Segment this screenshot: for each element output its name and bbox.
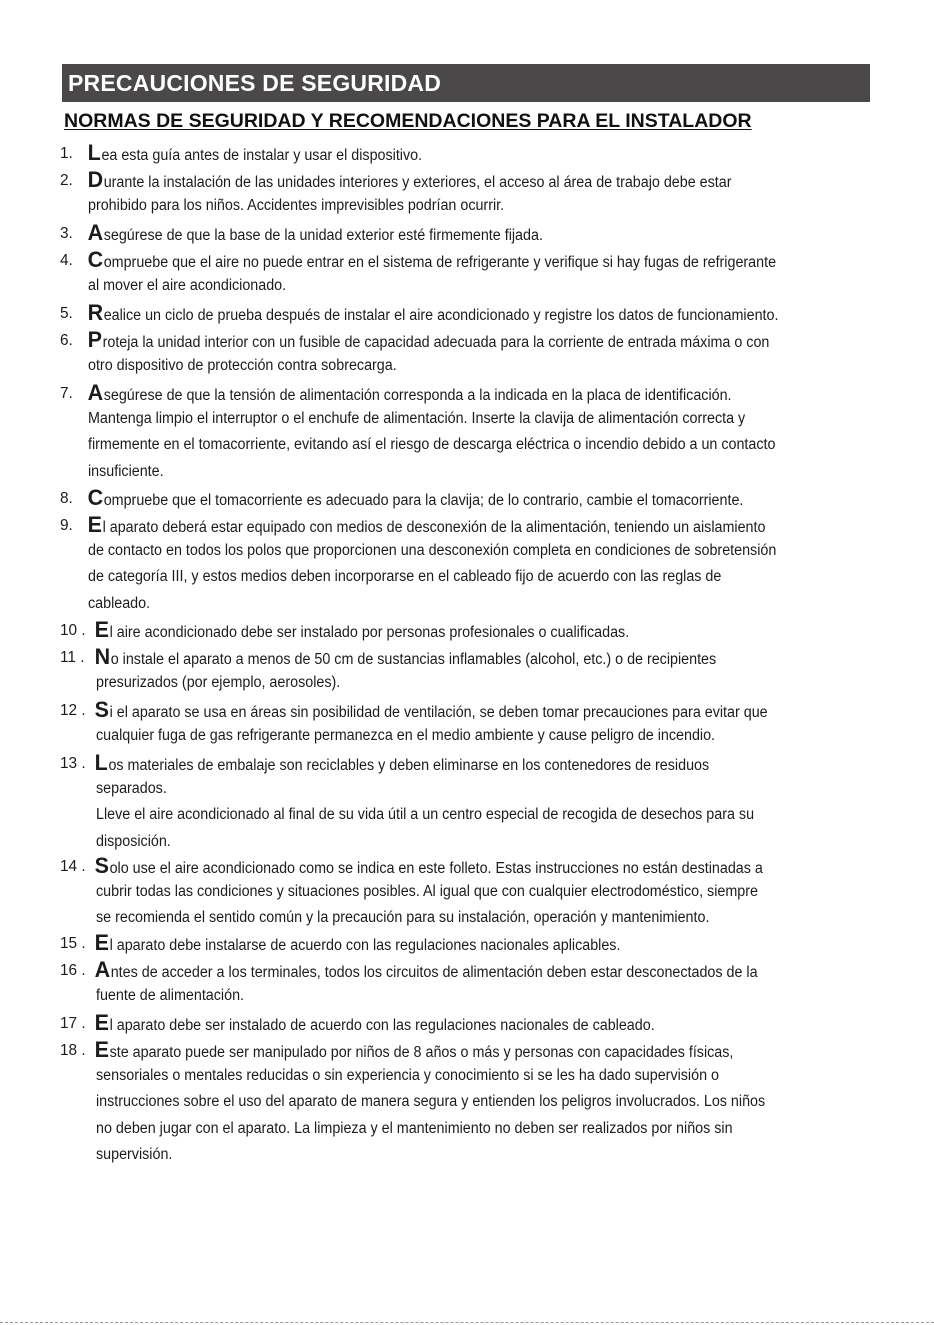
list-item-continuation-line: de contacto en todos los polos que proporcionen una desconexión completa en condiciones de sobretensión <box>88 542 777 560</box>
list-item-text: ompruebe que el aire no puede entrar en el sistema de refrigerante y verifique si hay fugas de refrigerante <box>103 254 777 271</box>
list-item-text: ste aparato puede ser manipulado por niños de 8 años o más y personas con capacidades físicas, <box>109 1044 734 1061</box>
drop-cap-letter: S <box>94 697 110 722</box>
list-item-number: 8. <box>60 490 73 507</box>
list-item-number: 14 . <box>60 858 86 875</box>
list-item-number: 16 . <box>60 962 86 979</box>
list-item-first-line <box>94 957 758 983</box>
list-item-text: ompruebe que el tomacorriente es adecuado para la clavija; de lo contrario, cambie el tomacorriente. <box>103 492 744 509</box>
list-item-first-line <box>94 853 763 879</box>
drop-cap-letter: E <box>87 512 103 537</box>
list-item-continuation-line: insuficiente. <box>88 462 164 480</box>
drop-cap-letter: D <box>87 167 104 192</box>
list-item-text: urante la instalación de las unidades interiores y exteriores, el acceso al área de trabajo debe estar <box>103 174 732 191</box>
drop-cap-letter: C <box>87 247 104 272</box>
list-item-continuation-line: presurizados (por ejemplo, aerosoles). <box>96 674 341 692</box>
list-item-continuation-line: instrucciones sobre el uso del aparato de manera segura y entienden los peligros involucrados. Los niños <box>96 1093 766 1111</box>
list-item-continuation-line: de categoría III, y estos medios deben incorporarse en el cableado fijo de acuerdo con las reglas de <box>88 568 722 586</box>
list-item-first-line <box>94 644 717 670</box>
list-item-number: 2. <box>60 172 73 189</box>
drop-cap-letter: R <box>87 300 104 325</box>
list-item-first-line <box>94 1037 734 1063</box>
list-item-text: ea esta guía antes de instalar y usar el dispositivo. <box>101 147 423 164</box>
list-item-first-line <box>94 930 621 956</box>
list-item-first-line <box>87 300 779 326</box>
list-item-number: 17 . <box>60 1015 86 1032</box>
section-title: PRECAUCIONES DE SEGURIDAD <box>68 69 442 96</box>
list-item-continuation-line: Lleve el aire acondicionado al final de su vida útil a un centro especial de recogida de desechos para su <box>96 806 755 824</box>
list-item-first-line <box>94 697 768 723</box>
page-bottom-rule <box>0 1322 934 1323</box>
list-item-first-line <box>94 750 710 776</box>
list-item-continuation-line: cableado. <box>88 594 151 612</box>
list-item-number: 15 . <box>60 935 86 952</box>
list-item-continuation-line: Mantenga limpio el interruptor o el enchufe de alimentación. Inserte la clavija de alimentación correcta y <box>88 410 746 428</box>
list-item-first-line <box>87 167 732 193</box>
list-item-first-line <box>87 247 777 273</box>
drop-cap-letter: S <box>94 853 110 878</box>
list-item-text: l aire acondicionado debe ser instalado por personas profesionales o cualificadas. <box>109 624 630 641</box>
drop-cap-letter: E <box>94 1010 110 1035</box>
drop-cap-letter: L <box>94 750 108 775</box>
list-item-number: 11 . <box>60 649 85 666</box>
list-item-continuation-line: firmemente en el tomacorriente, evitando así el riesgo de descarga eléctrica o incendio debido a un contacto <box>88 436 776 454</box>
list-item-text: segúrese de que la base de la unidad exterior esté firmemente fijada. <box>103 227 543 244</box>
list-item-text: olo use el aire acondicionado como se indica en este folleto. Estas instrucciones no están destinadas a <box>109 860 763 877</box>
list-item-number: 13 . <box>60 755 86 772</box>
list-item-continuation-line: cubrir todas las condiciones y situaciones posibles. Al igual que con cualquier electrodoméstico, siempre <box>96 883 758 901</box>
list-item-text: l aparato debe instalarse de acuerdo con las regulaciones nacionales aplicables. <box>109 937 621 954</box>
list-item-first-line <box>94 1010 655 1036</box>
drop-cap-letter: C <box>87 485 104 510</box>
list-item-continuation-line: al mover el aire acondicionado. <box>88 277 287 295</box>
list-item-text: o instale el aparato a menos de 50 cm de sustancias inflamables (alcohol, etc.) o de recipientes <box>110 651 717 668</box>
drop-cap-letter: E <box>94 1037 110 1062</box>
list-item-number: 18 . <box>60 1042 86 1059</box>
list-item-number: 9. <box>60 517 73 534</box>
list-item-first-line <box>87 380 732 406</box>
list-item-number: 6. <box>60 332 73 349</box>
list-item-first-line <box>87 485 744 511</box>
list-item-text: roteja la unidad interior con un fusible de capacidad adecuada para la corriente de entrada máxima o con <box>102 334 770 351</box>
list-item-first-line <box>87 327 770 353</box>
list-item-number: 3. <box>60 225 73 242</box>
drop-cap-letter: E <box>94 930 110 955</box>
list-item-continuation-line: se recomienda el sentido común y la precaución para su instalación, operación y mantenimiento. <box>96 909 710 927</box>
list-item-continuation-line: supervisión. <box>96 1145 173 1163</box>
list-item-number: 10 . <box>60 622 86 639</box>
list-item-text: l aparato deberá estar equipado con medios de desconexión de la alimentación, teniendo un aislamiento <box>102 519 766 536</box>
list-item-first-line <box>87 512 766 538</box>
drop-cap-letter: A <box>94 957 111 982</box>
list-item-first-line <box>94 617 630 643</box>
list-item-first-line <box>87 220 543 246</box>
list-item-continuation-line: separados. <box>96 780 167 798</box>
list-item-text: ealice un ciclo de prueba después de instalar el aire acondicionado y registre los datos de funcionamiento. <box>103 307 779 324</box>
list-item-number: 1. <box>60 145 73 162</box>
list-item-text: segúrese de que la tensión de alimentación corresponda a la indicada en la placa de identificación. <box>103 387 732 404</box>
list-item-number: 12 . <box>60 702 86 719</box>
list-item-text: ntes de acceder a los terminales, todos los circuitos de alimentación deben estar desconectados de la <box>110 964 758 981</box>
list-item-continuation-line: prohibido para los niños. Accidentes imprevisibles podrían ocurrir. <box>88 197 505 215</box>
list-item-continuation-line: sensoriales o mentales reducidas o sin experiencia y conocimiento si se les ha dado supervisión o <box>96 1067 719 1085</box>
list-item-text: os materiales de embalaje son reciclables y deben eliminarse en los contenedores de residuos <box>108 757 710 774</box>
list-item-text: l aparato debe ser instalado de acuerdo con las regulaciones nacionales de cableado. <box>109 1017 655 1034</box>
list-item-continuation-line: fuente de alimentación. <box>96 987 245 1005</box>
list-item-text: i el aparato se usa en áreas sin posibilidad de ventilación, se deben tomar precauciones para evitar que <box>109 704 768 721</box>
drop-cap-letter: N <box>94 644 111 669</box>
list-item-continuation-line: no deben jugar con el aparato. La limpieza y el mantenimiento no deben ser realizados por niños sin <box>96 1119 733 1137</box>
list-item-first-line <box>87 140 423 166</box>
section-subtitle: NORMAS DE SEGURIDAD Y RECOMENDACIONES PARA EL INSTALADOR <box>64 110 752 132</box>
list-item-continuation-line: disposición. <box>96 832 171 850</box>
list-item-number: 4. <box>60 252 73 269</box>
list-item-number: 5. <box>60 305 73 322</box>
list-item-continuation-line: otro dispositivo de protección contra sobrecarga. <box>88 357 397 375</box>
drop-cap-letter: A <box>87 220 104 245</box>
drop-cap-letter: A <box>87 380 104 405</box>
list-item-number: 7. <box>60 385 73 402</box>
drop-cap-letter: P <box>87 327 103 352</box>
drop-cap-letter: L <box>87 140 101 165</box>
list-item-continuation-line: cualquier fuga de gas refrigerante permanezca en el medio ambiente y cause peligro de incendio. <box>96 727 716 745</box>
drop-cap-letter: E <box>94 617 110 642</box>
